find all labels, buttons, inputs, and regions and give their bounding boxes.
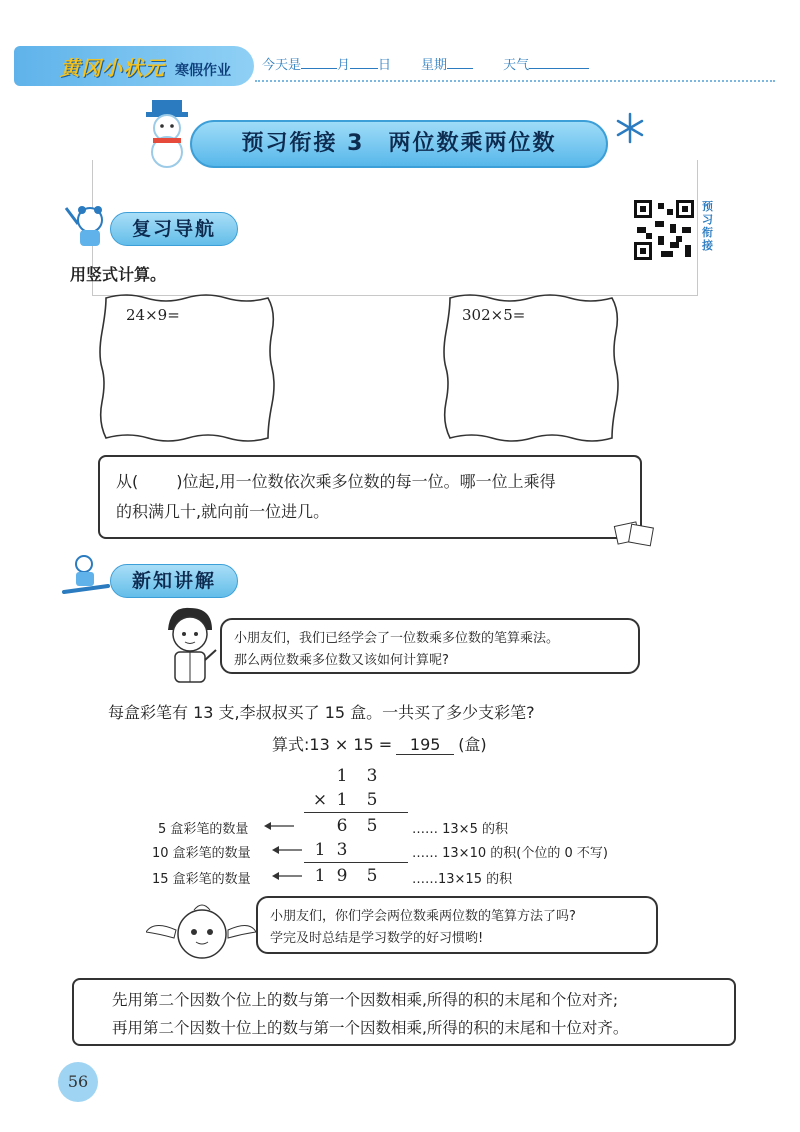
row1-digit-ones: 3: [366, 766, 378, 786]
week-blank[interactable]: [447, 68, 473, 69]
arrow-left-icon: [262, 818, 296, 834]
row4-label: 10 盒彩笔的数量: [152, 846, 251, 861]
date-weather-label: 天气: [503, 58, 530, 73]
bear-mascot-icon: [62, 202, 112, 248]
qr-code-icon[interactable]: [634, 200, 694, 260]
fill-in-rule-box: [98, 455, 642, 539]
row3-note: …… 13×5 的积: [412, 822, 508, 837]
skier-mascot-icon: [62, 552, 112, 598]
date-week-label: 星期: [421, 58, 448, 73]
summary-line-2: 再用第二个因数十位上的数与第一个因数相乘,所得的积的末尾和十位对齐。: [112, 1019, 629, 1037]
formula-answer: 195: [396, 735, 454, 755]
date-day-label: 日: [378, 58, 392, 73]
speech-bubble-summary: [256, 896, 658, 954]
date-today-label: 今天是: [262, 58, 302, 73]
formula-unit: (盒): [458, 735, 487, 754]
row5-digit-ones: 5: [366, 866, 378, 886]
fill-text-3: 的积满几十,就向前一位进几。: [116, 502, 330, 521]
date-line: [262, 54, 589, 73]
bubble-intro-line-1: 小朋友们，我们已经学会了一位数乘多位数的笔算乘法。: [234, 631, 560, 646]
sum-line-1: [304, 812, 408, 813]
row3-label: 5 盒彩笔的数量: [158, 822, 249, 837]
fill-text-2: )位起,用一位数依次乘多位数的每一位。哪一位上乘得: [176, 472, 556, 491]
month-blank[interactable]: [301, 68, 337, 69]
arrow-left-icon: [270, 868, 304, 884]
qr-code-label: 预习衔接: [702, 200, 713, 252]
calc-2-expression: 302×5=: [462, 306, 526, 324]
calc-box-1[interactable]: [96, 292, 278, 444]
row5-digit-hundreds: 1: [314, 866, 326, 886]
method-summary-box: [72, 978, 736, 1046]
row4-digit-hundreds: 1: [314, 840, 326, 860]
page-number: 56: [58, 1062, 98, 1102]
speech-bubble-intro: [220, 618, 640, 674]
tab-new-knowledge: 新知讲解: [110, 564, 238, 598]
brand-logo: 黄冈小状元: [60, 56, 165, 80]
summary-line-1: 先用第二个因数个位上的数与第一个因数相乘,所得的积的末尾和个位对齐;: [112, 991, 619, 1009]
row3-digit-ones: 5: [366, 816, 378, 836]
row2-digit-ones: 5: [366, 790, 378, 810]
paper-doodle-icon: [612, 520, 656, 548]
word-problem: 每盒彩笔有 13 支,李叔叔买了 15 盒。一共买了多少支彩笔?: [108, 703, 535, 722]
header-subtitle: 寒假作业: [175, 63, 231, 79]
row5-digit-tens: 9: [336, 866, 348, 886]
review-instruction: 用竖式计算。: [70, 265, 167, 284]
formula-expression: 算式:13 × 15 =: [272, 735, 393, 754]
bubble-summary-line-2: 学完及时总结是学习数学的好习惯哟!: [270, 931, 484, 946]
row1-digit-tens: 1: [336, 766, 348, 786]
row5-label: 15 盒彩笔的数量: [152, 872, 251, 887]
formula-line: [272, 732, 487, 755]
row3-digit-tens: 6: [336, 816, 348, 836]
row4-digit-tens: 3: [336, 840, 348, 860]
winged-mascot-illustration: [146, 896, 256, 964]
bubble-summary-line-1: 小朋友们，你们学会两位数乘两位数的笔算方法了吗?: [270, 909, 576, 924]
multiply-sign: ×: [312, 790, 328, 810]
fill-text-1: 从(: [116, 472, 139, 491]
page-title: 预习衔接 3 两位数乘两位数: [241, 131, 557, 156]
date-month-label: 月: [337, 58, 351, 73]
day-blank[interactable]: [350, 68, 378, 69]
weather-blank[interactable]: [529, 68, 589, 69]
arrow-left-icon: [270, 842, 304, 858]
bubble-intro-line-2: 那么两位数乘多位数又该如何计算呢?: [234, 653, 449, 668]
tab-review: 复习导航: [110, 212, 238, 246]
row2-digit-tens: 1: [336, 790, 348, 810]
sum-line-2: [304, 862, 408, 863]
snowflake-icon: [614, 112, 646, 144]
header-divider: [255, 80, 775, 82]
row4-note: …… 13×10 的积(个位的 0 不写): [412, 846, 608, 861]
calc-1-expression: 24×9=: [126, 306, 180, 324]
row5-note: ……13×15 的积: [412, 872, 513, 887]
boy-teacher-illustration: [160, 604, 220, 688]
